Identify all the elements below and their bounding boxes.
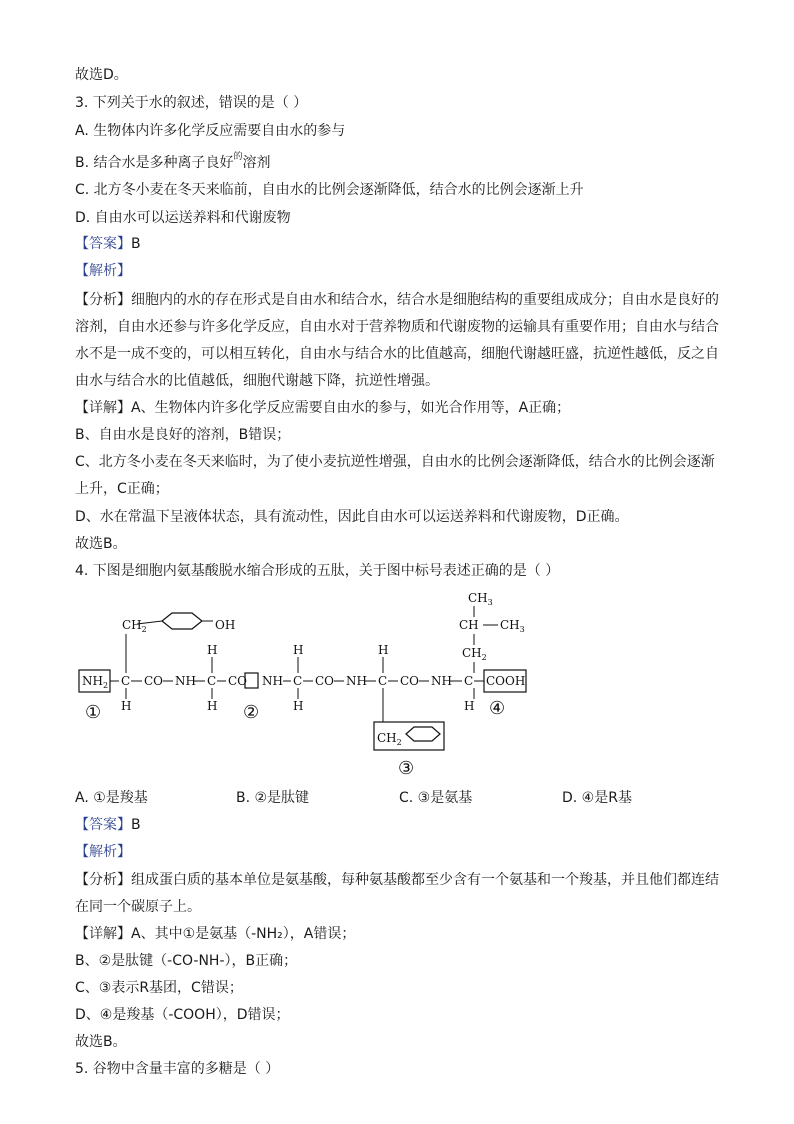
xiangjie-tag: 【详解】 (75, 400, 131, 416)
oh-group: OH (215, 618, 236, 632)
question-3-option-d: D. 自由水可以运送养料和代谢废物 (75, 210, 291, 226)
analysis-line: 水不是一成不变的，可以相互转化，自由水与结合水的比值越高，细胞代谢越旺盛，抗逆性越低，反之自 (75, 346, 719, 362)
analysis-tag: 【解析】 (75, 844, 131, 860)
question-5-stem: 5. 谷物中含量丰富的多糖是（ ） (75, 1061, 280, 1077)
h-atom: H (378, 643, 389, 657)
answer-tag: 【答案】 (75, 817, 131, 833)
h-atom: H (293, 643, 304, 657)
ch2-tyr: $CH_2$ (122, 618, 147, 634)
detail-line: C、北方冬小麦在冬天来临时，为了使小麦抗逆性增强，自由水的比例会逐渐降低，结合水的比例会逐渐 (75, 454, 715, 470)
co-group: CO (144, 674, 164, 688)
ch3-top: $CH_3$ (468, 591, 493, 607)
xiangjie-tag: 【详解】 (75, 926, 131, 942)
pentapeptide-diagram (0, 582, 794, 782)
nh2-group: $NH_2$ (82, 674, 109, 690)
analysis-line: 在同一个碳原子上。 (75, 899, 201, 915)
detail-line: D、水在常温下呈液体状态，具有流动性，因此自由水可以运送养料和代谢废物，D正确。 (75, 509, 629, 525)
question-3-stem: 3. 下列关于水的叙述，错误的是（ ） (75, 95, 308, 111)
h-atom: H (207, 643, 218, 657)
detail-line: 上升，C正确； (75, 481, 169, 497)
ch3-right: $CH_3$ (500, 618, 525, 634)
h-atom: H (293, 699, 304, 713)
label-2: ② (243, 702, 260, 723)
analysis-heading-q4 (75, 843, 131, 861)
detail-text: A、其中①是氨基（-NH₂），A错误； (131, 926, 356, 942)
answer-value: B (131, 236, 141, 252)
fenxi-tag: 【分析】 (75, 872, 131, 888)
alpha-carbon: C (207, 674, 217, 688)
alpha-carbon: C (464, 674, 474, 688)
answer-line-q4 (75, 816, 141, 834)
text-line: 故选D。 (75, 67, 128, 83)
question-4-option-c: C. ③是氨基 (399, 790, 473, 806)
ch2-phe: $CH_2$ (377, 731, 402, 747)
detail-text: A、生物体内许多化学反应需要自由水的参与，如光合作用等，A正确； (131, 400, 571, 416)
label-3: ③ (398, 758, 415, 779)
analysis-tag: 【解析】 (75, 263, 131, 279)
conclusion-line: 故选B。 (75, 1034, 127, 1050)
question-4-stem: 4. 下图是细胞内氨基酸脱水缩合形成的五肽，关于图中标号表述正确的是（ ） (75, 563, 560, 579)
question-4-option-a: A. ①是羧基 (75, 790, 148, 806)
answer-value: B (131, 817, 141, 833)
question-4-option-d: D. ④是R基 (562, 790, 632, 806)
detail-line: C、③表示R基团，C错误； (75, 980, 243, 996)
analysis-text: 细胞内的水的存在形式是自由水和结合水，结合水是细胞结构的重要组成成分；自由水是良好的 (131, 292, 719, 308)
conclusion-line: 故选B。 (75, 536, 127, 552)
question-3-option-c: C. 北方冬小麦在冬天来临前，自由水的比例会逐渐降低，结合水的比例会逐渐上升 (75, 182, 584, 198)
answer-tag: 【答案】 (75, 236, 131, 252)
cooh-group: COOH (486, 674, 526, 688)
question-4-option-b: B. ②是肽键 (236, 790, 310, 806)
alpha-carbon: C (378, 674, 388, 688)
option-b-text: B. 结合水是多种离子良好 (75, 155, 234, 171)
detail-line: D、④是羧基（-COOH），D错误； (75, 1007, 290, 1023)
analysis-line (75, 291, 719, 309)
detail-line (75, 399, 570, 417)
h-atom: H (207, 699, 218, 713)
detail-line: B、自由水是良好的溶剂，B错误； (75, 427, 291, 443)
label-1: ① (85, 702, 102, 723)
label-4: ④ (489, 698, 506, 719)
question-3-option-a: A. 生物体内许多化学反应需要自由水的参与 (75, 123, 346, 139)
detail-line: B、②是肽键（-CO-NH-），B正确； (75, 953, 298, 969)
answer-line-q3 (75, 235, 141, 253)
co-group: CO (228, 674, 248, 688)
ch2-leu: $CH_2$ (462, 646, 487, 662)
nh-group: NH (431, 674, 452, 688)
benzene-ring (162, 613, 202, 629)
analysis-text: 组成蛋白质的基本单位是氨基酸，每种氨基酸都至少含有一个氨基和一个羧基，并且他们都连结 (131, 872, 719, 888)
option-b-text-end: 溶剂 (242, 155, 271, 171)
question-3-option-b (75, 154, 271, 174)
analysis-line: 由水与结合水的比值越低，细胞代谢越下降，抗逆性增强。 (75, 373, 439, 389)
nh-group: NH (346, 674, 367, 688)
fenxi-tag: 【分析】 (75, 292, 131, 308)
option-b-sup: 的 (233, 152, 243, 162)
alpha-carbon: C (121, 674, 131, 688)
h-atom: H (464, 699, 475, 713)
ch-branch: CH (459, 618, 479, 632)
nh-group: NH (262, 674, 283, 688)
detail-line (75, 925, 355, 943)
analysis-line (75, 871, 719, 889)
co-group: CO (400, 674, 420, 688)
benzene-ring (406, 727, 440, 741)
h-atom: H (121, 699, 132, 713)
nh-group: NH (175, 674, 196, 688)
analysis-heading-q3 (75, 262, 131, 280)
alpha-carbon: C (293, 674, 303, 688)
co-group: CO (315, 674, 335, 688)
analysis-line: 溶剂，自由水还参与许多化学反应，自由水对于营养物质和代谢废物的运输具有重要作用；自由水与结合 (75, 319, 719, 335)
